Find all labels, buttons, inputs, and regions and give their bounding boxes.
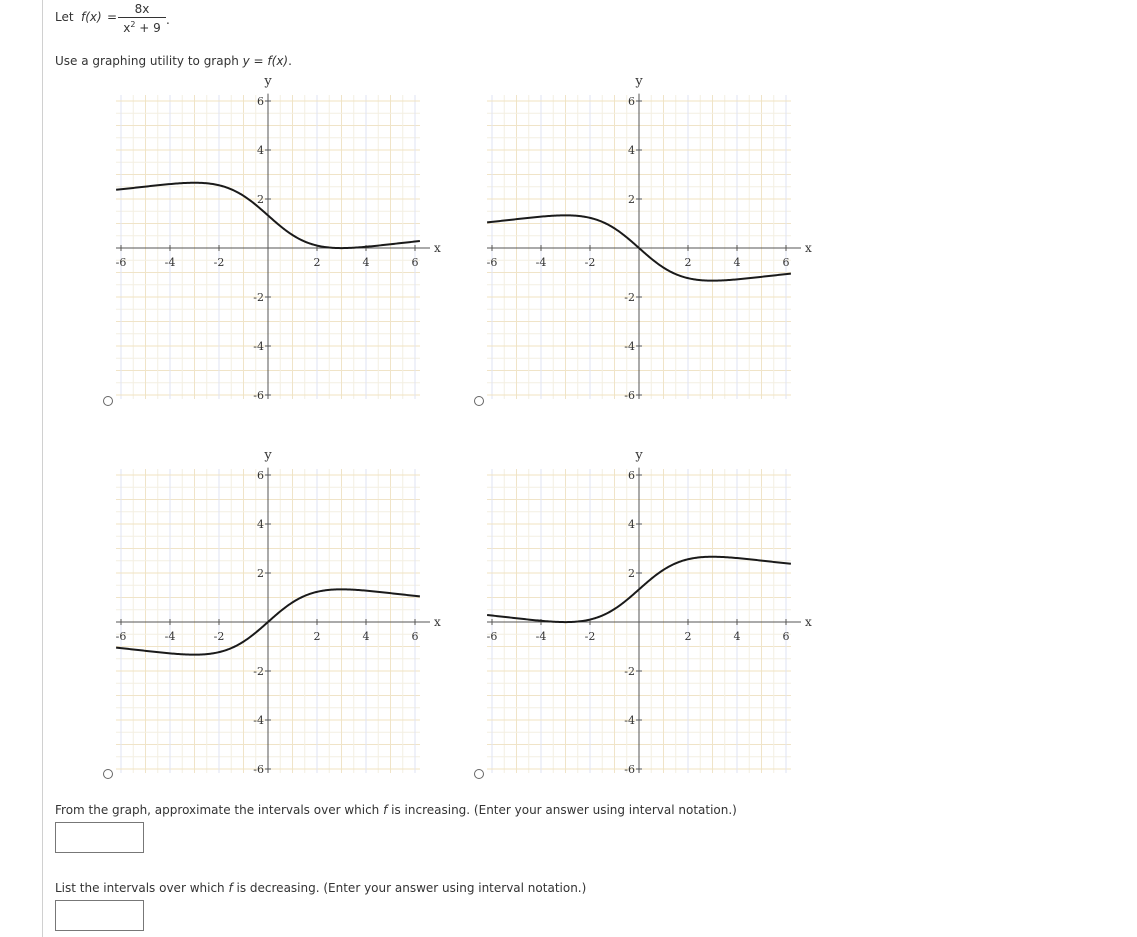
x-tick-label: -6 [115,256,127,269]
y-tick-label: 4 [257,144,264,157]
x-tick-label: -6 [486,630,498,643]
x-tick-label: -6 [115,630,127,643]
x-tick-label: -2 [584,630,596,643]
let-label: Let [55,10,74,24]
y-tick-label: -2 [624,665,635,678]
x-tick-label: -4 [535,630,547,643]
y-tick-label: -6 [624,389,635,402]
x-tick-label: 2 [684,256,692,269]
x-tick-label: -2 [213,630,225,643]
decreasing-answer-input[interactable] [55,900,144,931]
x-tick-label: 2 [313,630,321,643]
y-axis-label: y [264,448,272,463]
y-tick-label: 4 [257,518,264,531]
option-c-radio[interactable] [103,769,113,779]
x-tick-label: 6 [411,630,419,643]
graph-option-b [487,74,812,402]
x-tick-label: 6 [782,630,790,643]
graph-option-a [116,74,441,402]
function-name: f(x) [81,10,102,24]
y-tick-label: 6 [257,469,264,482]
decreasing-question: List the intervals over which f is decreasing. (Enter your answer using interval notation.) [55,881,587,895]
y-tick-label: -2 [624,291,635,304]
x-tick-label: 4 [733,256,741,269]
x-tick-label: 4 [362,630,370,643]
x-tick-label: 4 [362,256,370,269]
y-tick-label: -2 [253,291,264,304]
y-axis-label: y [264,74,272,89]
option-d-radio[interactable] [474,769,484,779]
fraction-numerator: 8x [118,3,166,18]
x-tick-label: -2 [213,256,225,269]
x-axis-label: x [805,615,812,629]
y-tick-label: 2 [628,567,635,580]
x-tick-label: -4 [535,256,547,269]
equals-sign: = [107,10,118,24]
option-b-radio[interactable] [474,396,484,406]
y-axis-label: y [635,74,643,89]
y-tick-label: -4 [624,714,635,727]
option-a-radio[interactable] [103,396,113,406]
y-tick-label: 2 [257,193,264,206]
y-tick-label: -6 [253,389,264,402]
y-tick-label: 6 [628,95,635,108]
x-tick-label: 6 [411,256,419,269]
x-axis-label: x [434,241,441,255]
x-tick-label: 2 [313,256,321,269]
x-tick-label: -2 [584,256,596,269]
y-tick-label: 6 [257,95,264,108]
x-axis-label: x [434,615,441,629]
x-tick-label: -4 [164,630,176,643]
y-tick-label: -6 [624,763,635,776]
x-tick-label: 4 [733,630,741,643]
x-axis-label: x [805,241,812,255]
y-axis-label: y [635,448,643,463]
y-tick-label: -4 [253,340,264,353]
y-tick-label: -6 [253,763,264,776]
increasing-question: From the graph, approximate the intervals over which f is increasing. (Enter your answer using interval notation.) [55,803,737,817]
y-tick-label: -4 [253,714,264,727]
y-tick-label: 4 [628,144,635,157]
x-tick-label: -4 [164,256,176,269]
y-tick-label: -2 [253,665,264,678]
fraction-denominator: $x^2 + 9$ [123,20,161,35]
y-tick-label: 2 [257,567,264,580]
graph-option-d [487,448,812,776]
instruction-text: Use a graphing utility to graph y = f(x). [55,54,292,68]
graph-option-c [116,448,441,776]
x-tick-label: 6 [782,256,790,269]
y-tick-label: 6 [628,469,635,482]
x-tick-label: -6 [486,256,498,269]
increasing-answer-input[interactable] [55,822,144,853]
x-tick-label: 2 [684,630,692,643]
y-tick-label: 2 [628,193,635,206]
y-tick-label: -4 [624,340,635,353]
y-tick-label: 4 [628,518,635,531]
statement-period: . [166,13,170,27]
